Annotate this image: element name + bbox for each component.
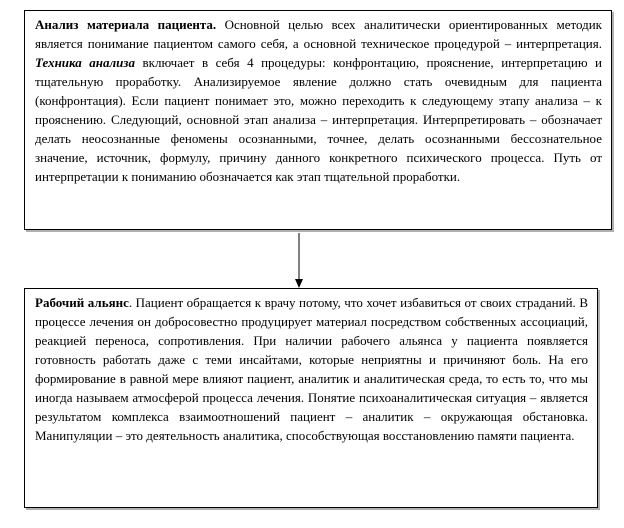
- analysis-technique-emphasis: Техника анализа: [35, 55, 135, 70]
- analysis-material-title: Анализ материала пациента.: [35, 17, 217, 32]
- analysis-material-text-b: включает в себя 4 процедуры: конфронтацию, прояснение, интерпретацию и тщательную проработку. Анализируемое явление должно стать очевидным для пациента (конфронтация). Если пациент понимает это, можно переходить к следующему этапу анализа – к прояснению. Следующий, основной этап анализа – интерпретация. Интерпретировать – обозначает делать неосознанные феномены осознанными, точнее, делать осознанными бессознательное значение, источник, формулу, причину данного конкретного психического процесса. Путь от интерпретации к пониманию обозначается как этап тщательной проработки.: [35, 55, 602, 184]
- down-arrow-connector: [289, 233, 309, 289]
- analysis-material-text-a: Основной целью всех аналитически ориентированных методик является понимание пациентом самого себя, а основной техническое процедурой – интерпретация.: [35, 17, 602, 51]
- working-alliance-box: [24, 288, 598, 508]
- working-alliance-title: Рабочий альянс: [35, 295, 129, 310]
- analysis-material-box: [24, 10, 612, 230]
- working-alliance-text: . Пациент обращается к врачу потому, что хочет избавиться от своих страданий. В процессе лечения он добросовестно продуцирует материал посредством собственных ассоциаций, реакцией переноса, сопротивления. При наличии рабочего альянса у пациента появляется готовность работать даже с теми инсайтами, которые неприятны и причиняют боль. На его формирование в равной мере влияют пациент, аналитик и аналитическая среда, то есть то, что мы иногда называем атмосферой процесса лечения. Понятие психоаналитическая ситуация – является результатом комплекса взаимоотношений пациент – аналитик – окружающая обстановка. Манипуляции – это деятельность аналитика, способствующая восстановлению памяти пациента.: [35, 295, 588, 443]
